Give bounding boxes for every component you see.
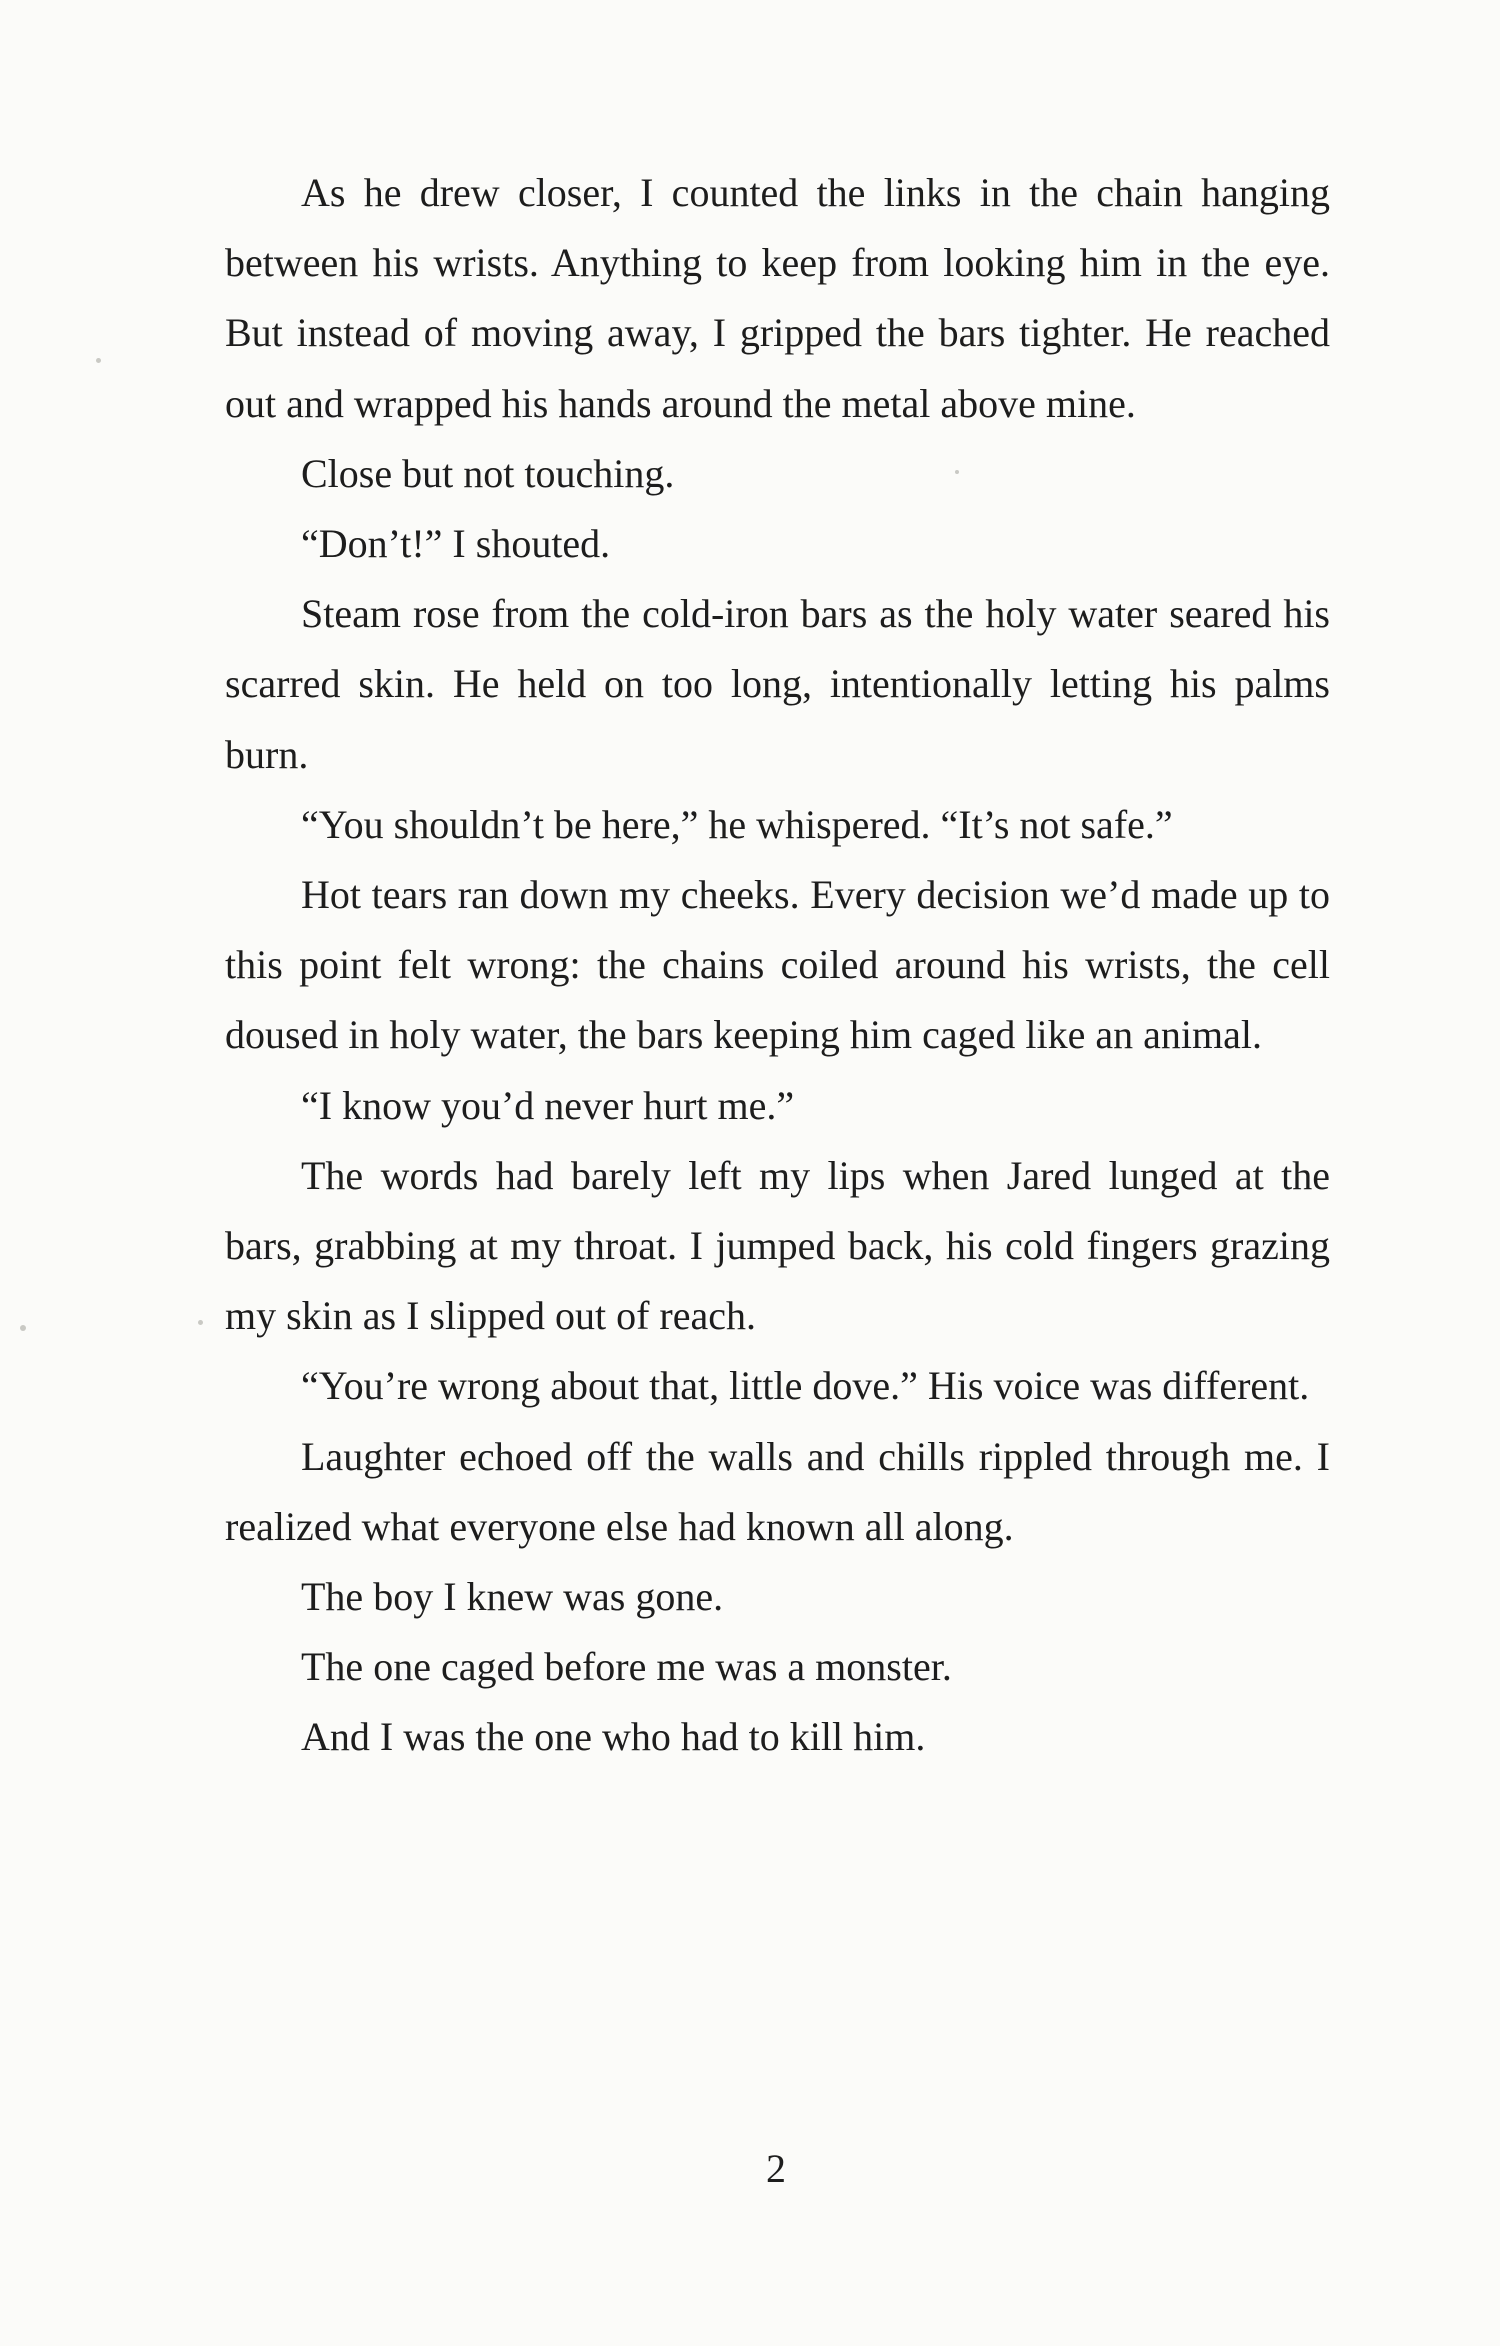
paragraph-5: “You shouldn’t be here,” he whispered. “It’s not safe.”: [301, 801, 1173, 847]
paragraph-13: And I was the one who had to kill him.: [301, 1714, 926, 1760]
paragraph-9: “You’re wrong about that, little dove.” His voice was different.: [301, 1363, 1310, 1409]
paragraph-11: The boy I knew was gone.: [301, 1574, 724, 1620]
scan-speck: [20, 1325, 26, 1331]
paragraph-6: Hot tears ran down my cheeks. Every decision we’d made up to this point felt wrong: the chains coiled around his wrists, the cell doused in holy water, the bars keeping him caged like an animal.: [225, 872, 1330, 1058]
paragraph-12: The one caged before me was a monster.: [301, 1644, 952, 1690]
paragraph-4: Steam rose from the cold-iron bars as the holy water seared his scarred skin. He held on too long, intentionally letting his palms burn.: [225, 591, 1330, 777]
scan-speck: [96, 358, 101, 363]
paragraph-2: Close but not touching.: [301, 450, 675, 496]
page-number: 2: [766, 2146, 786, 2191]
scan-speck: [198, 1320, 203, 1325]
paragraph-1: As he drew closer, I counted the links in the chain hanging between his wrists. Anything to keep from looking him in the eye. But instead of moving away, I gripped the bars tighter. He reached out and wrapped his hands around the metal above mine.: [225, 170, 1330, 426]
paragraph-3: “Don’t!” I shouted.: [301, 521, 611, 567]
body-text: [225, 158, 1330, 1773]
paragraph-7: “I know you’d never hurt me.”: [301, 1082, 795, 1128]
paragraph-10: Laughter echoed off the walls and chills rippled through me. I realized what everyone else had known all along.: [225, 1433, 1330, 1549]
scan-speck: [955, 470, 959, 474]
paragraph-8: The words had barely left my lips when Jared lunged at the bars, grabbing at my throat. I jumped back, his cold fingers grazing my skin as I slipped out of reach.: [225, 1152, 1330, 1339]
